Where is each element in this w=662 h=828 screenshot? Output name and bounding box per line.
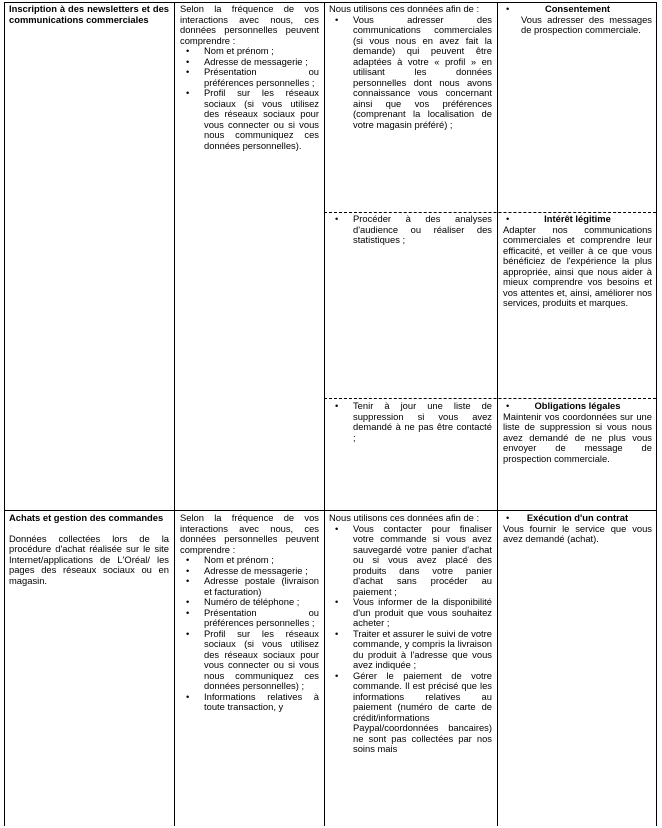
list-item: • Informations relatives à toute transaction, y — [180, 692, 319, 713]
column-divider — [497, 2, 498, 826]
list-item: • Numéro de téléphone ; — [180, 597, 319, 608]
table-right-border — [656, 2, 657, 826]
purpose-item: • Vous informer de la disponibilité d'un produit que vous souhaitez acheter ; — [329, 597, 492, 629]
row2-purpose-cell — [329, 513, 492, 826]
row1-purpose-intro: Nous utilisons ces données afin de : — [329, 4, 480, 14]
purpose-divider-dashed — [324, 212, 656, 213]
row-divider — [4, 510, 656, 511]
column-divider — [324, 2, 325, 826]
table-top-border — [4, 2, 656, 3]
list-item: • Nom et prénom ; — [180, 46, 319, 57]
row1-purpose-1 — [329, 4, 492, 210]
purpose-item: • Tenir à jour une liste de suppression si vous avez demandé à ne pas être contacté ; — [329, 401, 492, 443]
column-divider — [174, 2, 175, 826]
row2-title: Achats et gestion des commandes — [9, 513, 164, 523]
list-item: • Présentation ou préférences personnelles ; — [180, 67, 319, 88]
legal-basis-title: • Obligations légales — [503, 401, 652, 412]
purpose-item: • Vous contacter pour finaliser votre commande si vous avez sauvegardé votre panier d'achat ou si vous avez placé des produits dans votre panier d'achat sans procéder au paiement ; — [329, 524, 492, 598]
row1-legal-2 — [503, 214, 652, 396]
list-item: • Profil sur les réseaux sociaux (si vous utilisez des réseaux sociaux pour vous connecter ou si vous nous communiquez ces données personnelles) ; — [180, 629, 319, 692]
legal-basis-text: Adapter nos communications commerciales et comprendre leur efficacité, et veiller à ce que vous bénéficiez de l'expérience la plus appropriée, ainsi que nous aider à mieux comprendre vos besoins et vos attentes et, ainsi, améliorer nos services, produits et marques. — [503, 223, 652, 308]
row1-title: Inscription à des newsletters et des communications commerciales — [9, 4, 169, 25]
row2-data-cell — [180, 513, 319, 826]
legal-basis-text: Vous adresser des messages de prospection commerciale. — [521, 13, 652, 35]
row1-data-cell — [180, 4, 319, 504]
row1-data-intro: Selon la fréquence de vos interactions avec nous, ces données personnelles peuvent comprendre : — [180, 4, 319, 46]
list-item: • Adresse de messagerie ; — [180, 566, 319, 577]
purpose-divider-dashed — [324, 398, 656, 399]
purpose-item: • Traiter et assurer le suivi de votre commande, y compris la livraison du produit à l'adresse que vous avez indiquée ; — [329, 629, 492, 671]
list-item: • Adresse postale (livraison et facturation) — [180, 576, 319, 597]
row2-purpose-intro: Nous utilisons ces données afin de : — [329, 513, 480, 523]
row2-data-intro: Selon la fréquence de vos interactions avec nous, ces données personnelles peuvent comprendre : — [180, 513, 319, 555]
list-item: • Adresse de messagerie ; — [180, 57, 319, 68]
row1-data-list — [180, 46, 319, 151]
row2-legal-cell — [503, 513, 652, 633]
row1-purpose-2 — [329, 214, 492, 396]
row2-title-cell — [9, 513, 169, 823]
row1-legal-1 — [503, 4, 652, 210]
purpose-item: • Gérer le paiement de votre commande. Il est précisé que les informations relatives au paiement (numéro de carte de crédit/informations Paypal/coordonnées bancaires) ne sont pas collectées par nos soins mais — [329, 671, 492, 755]
legal-basis-text: Maintenir vos coordonnées sur une liste de suppression si vous nous avez demandé de ne plus vous envoyer de message de prospection commerciale. — [503, 410, 652, 464]
table-left-border — [4, 2, 5, 826]
list-item: • Présentation ou préférences personnelles ; — [180, 608, 319, 629]
legal-basis-title: • Consentement — [503, 4, 652, 15]
list-item: • Nom et prénom ; — [180, 555, 319, 566]
legal-basis-title: • Intérêt légitime — [503, 214, 652, 225]
row1-purpose-3 — [329, 401, 492, 507]
row1-legal-3 — [503, 401, 652, 507]
purpose-item: • Vous adresser des communications commerciales (si vous nous en avez fait la demande) qui peuvent être adaptées à votre « profil » en utilisant les données personnelles dont nous avons connaissance vous concernant ainsi que vos préférences (comprenant la localisation de votre magasin préféré) ; — [329, 15, 492, 131]
row2-data-list — [180, 555, 319, 713]
list-item: • Profil sur les réseaux sociaux (si vous utilisez des réseaux sociaux pour vous connecter ou si vous nous communiquez ces données personnelles). — [180, 88, 319, 151]
row2-description: Données collectées lors de la procédure d'achat réalisée sur le site Internet/applications de L'Oréal/ les pages des réseaux sociaux ou en magasin. — [9, 532, 169, 586]
legal-basis-title: • Exécution d'un contrat — [503, 513, 652, 524]
legal-basis-text: Vous fournir le service que vous avez demandé (achat). — [503, 522, 652, 544]
row2-purpose-list — [329, 524, 492, 755]
purpose-item: • Procéder à des analyses d'audience ou réaliser des statistiques ; — [329, 214, 492, 246]
